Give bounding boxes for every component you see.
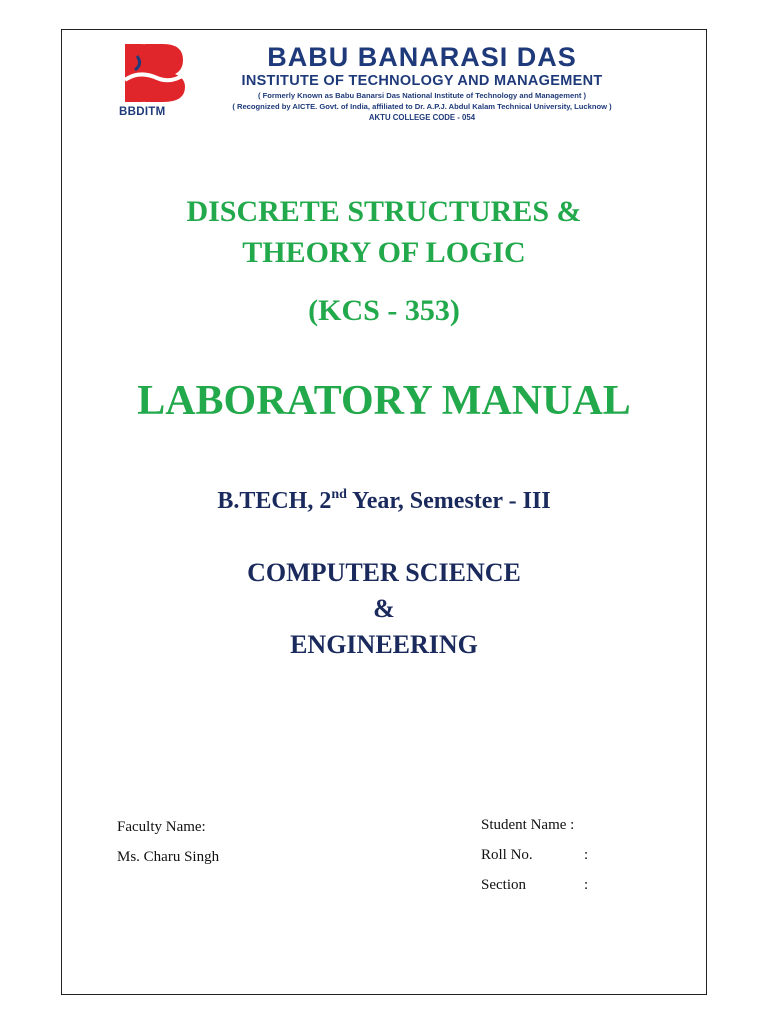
- institute-header: [119, 40, 649, 120]
- program-suffix: Year, Semester - III: [346, 488, 551, 514]
- faculty-name: Ms. Charu Singh: [117, 849, 220, 865]
- section-colon: :: [584, 877, 589, 893]
- program-line: [61, 485, 707, 517]
- logo-label: BBDITM: [119, 106, 166, 118]
- institute-recognition: ( Recognized by AICTE. Govt. of India, affiliated to Dr. A.P.J. Abdul Kalam Technical University, Lucknow ): [232, 102, 612, 111]
- section-label: Section: [481, 877, 526, 893]
- institute-info: [195, 40, 649, 124]
- department-line-3: ENGINEERING: [290, 630, 478, 659]
- title-line-1: DISCRETE STRUCTURES &: [186, 195, 582, 228]
- course-code: (KCS - 353): [308, 294, 460, 327]
- bbditm-logo-icon: [119, 40, 189, 120]
- manual-title: LABORATORY MANUAL: [137, 378, 631, 424]
- department-line-2: &: [373, 594, 395, 623]
- institute-subtitle: INSTITUTE OF TECHNOLOGY AND MANAGEMENT: [241, 73, 603, 89]
- roll-no-label: Roll No.: [481, 847, 533, 863]
- college-code: AKTU COLLEGE CODE - 054: [368, 113, 476, 122]
- institute-formerly: ( Formerly Known as Babu Banarsi Das National Institute of Technology and Management ): [257, 91, 587, 100]
- institute-name: BABU BANARASI DAS: [267, 42, 577, 72]
- title-line-2: THEORY OF LOGIC: [242, 236, 526, 269]
- faculty-label: Faculty Name:: [117, 819, 206, 835]
- program-prefix: B.TECH, 2: [217, 488, 332, 514]
- department-line-1: COMPUTER SCIENCE: [247, 558, 521, 587]
- student-name-label: Student Name :: [481, 817, 575, 833]
- roll-no-colon: :: [584, 847, 589, 863]
- program-superscript: nd: [331, 487, 347, 502]
